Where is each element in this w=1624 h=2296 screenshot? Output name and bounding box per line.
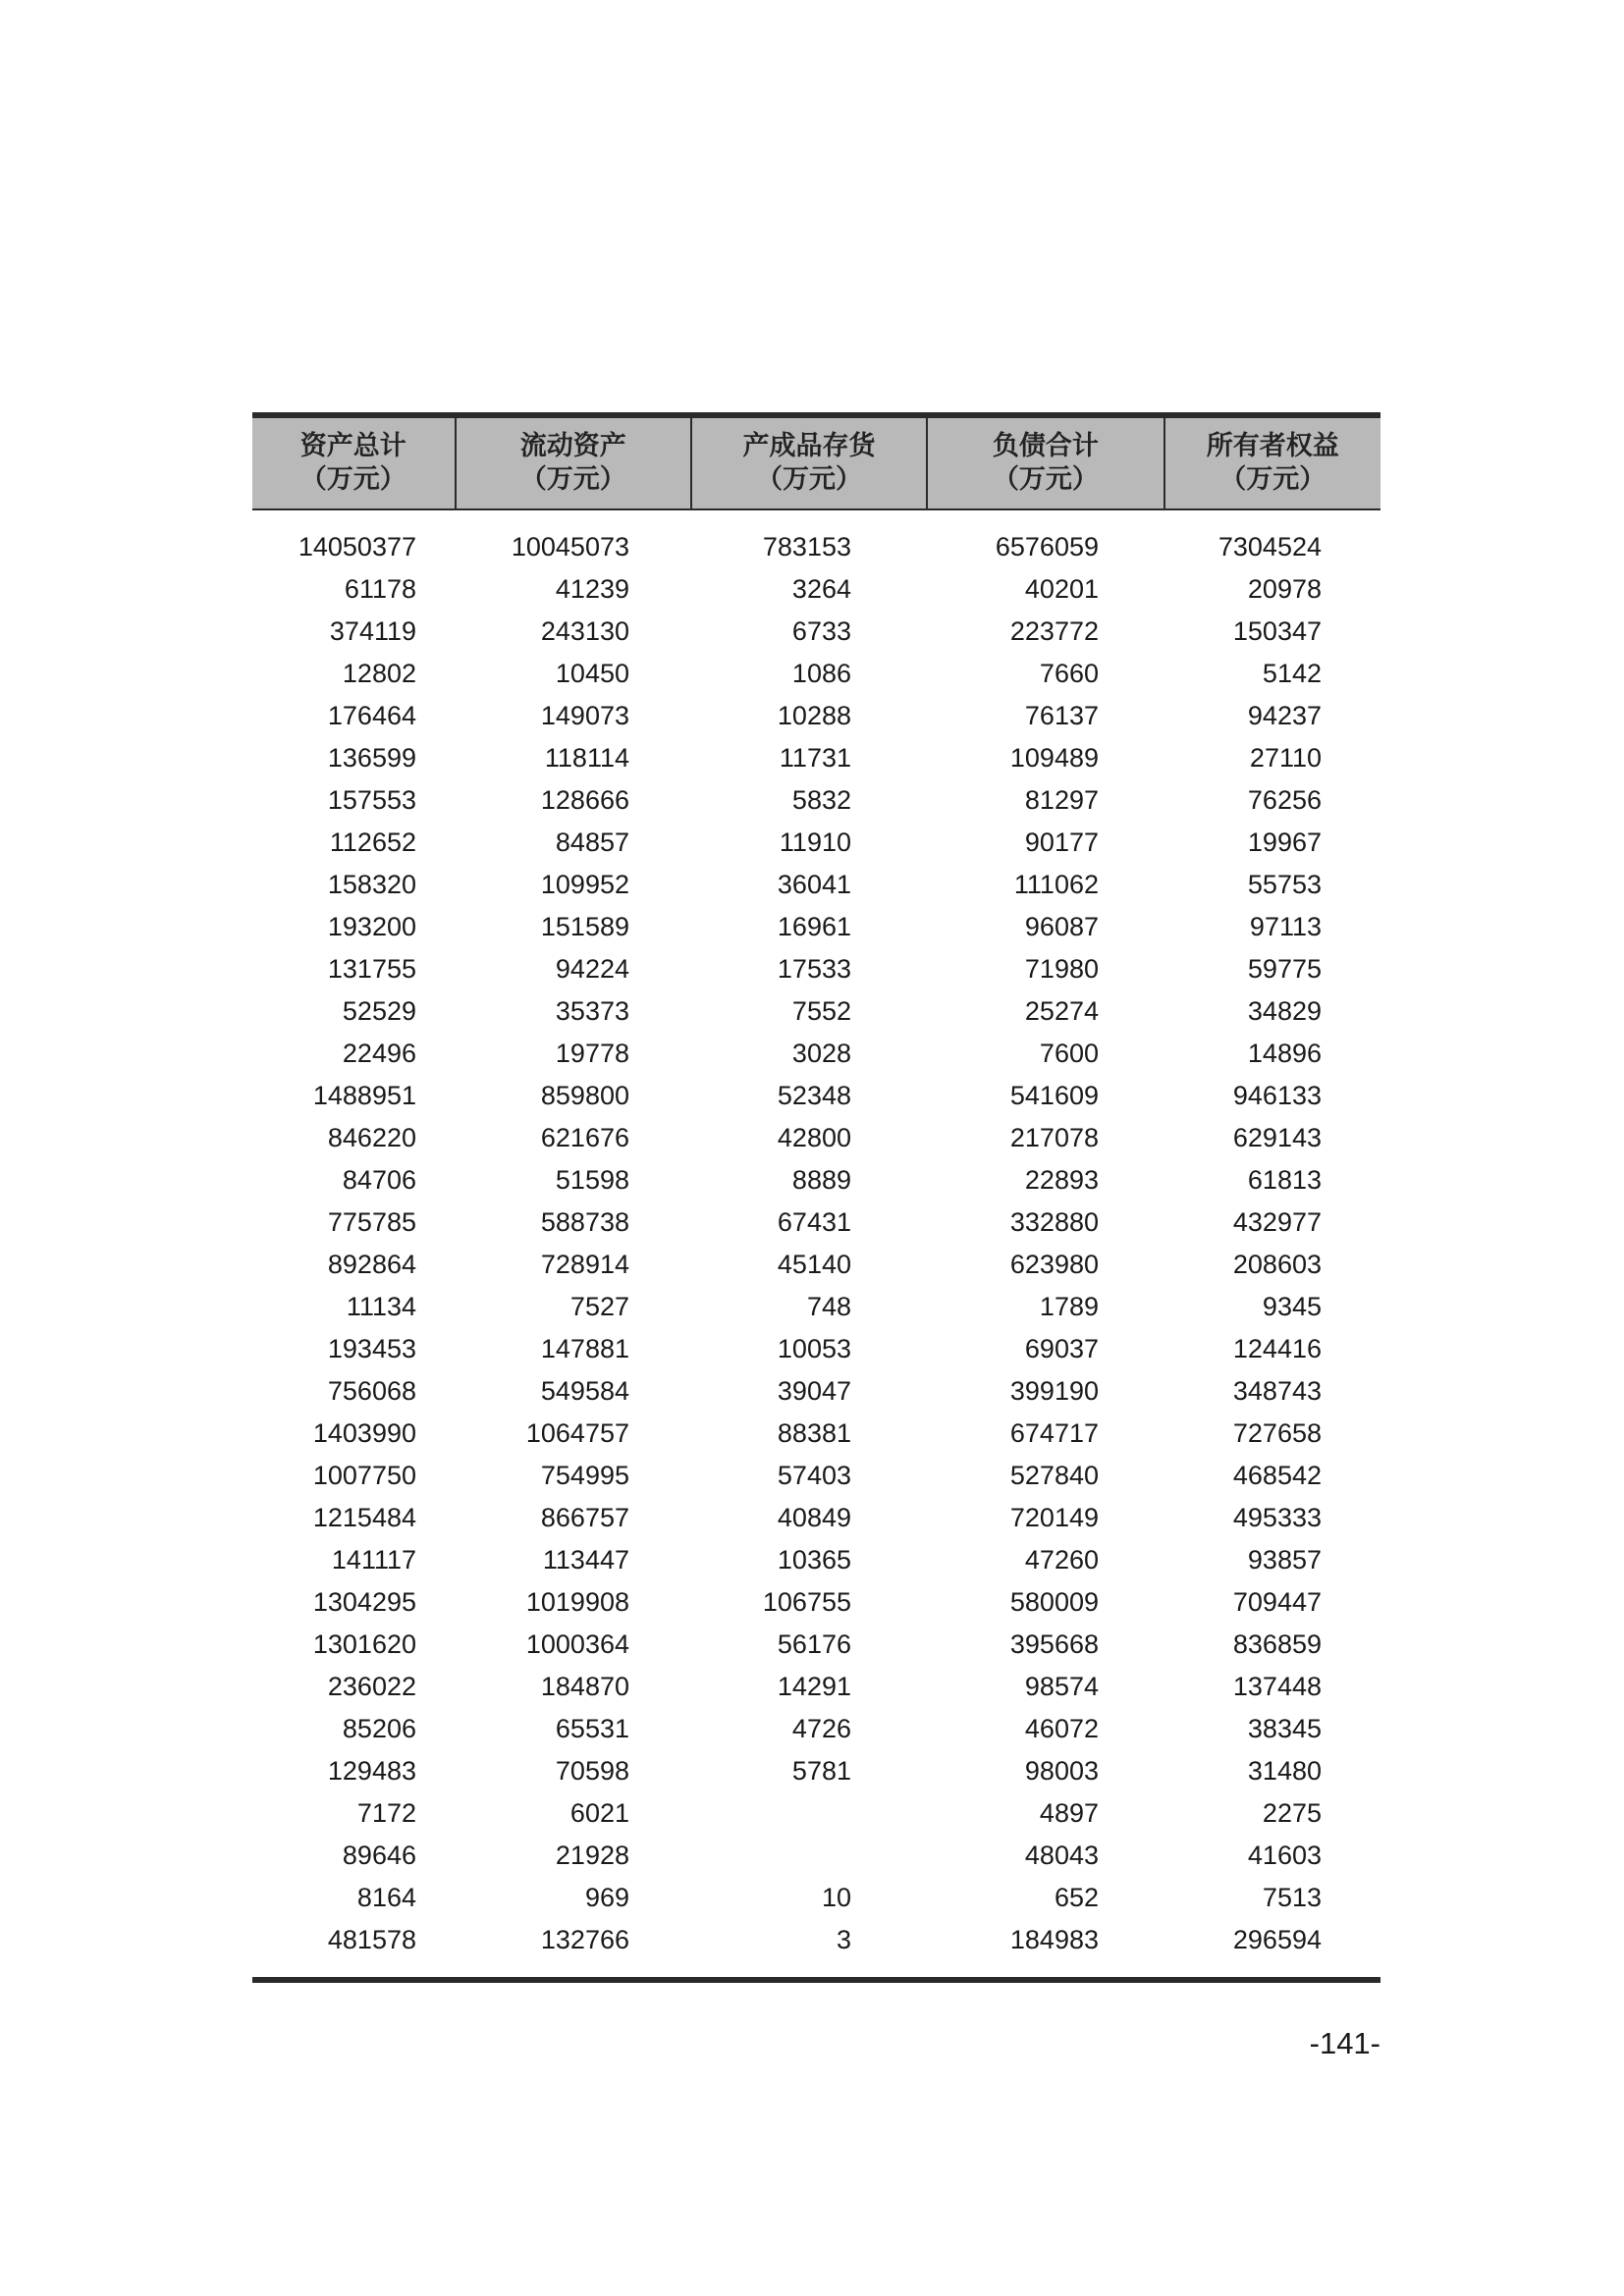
cell-finished-goods-inventory: 6733 <box>791 616 851 646</box>
header-total-liabilities <box>928 418 1164 508</box>
cell-current-assets: 51598 <box>555 1165 629 1195</box>
cell-finished-goods-inventory: 17533 <box>777 954 851 984</box>
cell-total-liabilities: 623980 <box>1009 1250 1099 1279</box>
cell-owners-equity: 34829 <box>1247 996 1322 1026</box>
cell-finished-goods-inventory: 1086 <box>791 659 851 688</box>
cell-current-assets: 84857 <box>555 828 629 857</box>
table-row <box>252 1792 1380 1835</box>
cell-total-assets: 158320 <box>327 870 416 899</box>
cell-current-assets: 969 <box>584 1883 629 1912</box>
header-finished-goods-inventory <box>692 418 928 508</box>
cell-current-assets: 149073 <box>540 701 629 730</box>
cell-total-assets: 176464 <box>327 701 416 730</box>
cell-total-assets: 1488951 <box>312 1081 416 1110</box>
table-row <box>252 1033 1380 1075</box>
cell-owners-equity: 946133 <box>1232 1081 1322 1110</box>
cell-owners-equity: 61813 <box>1247 1165 1322 1195</box>
cell-total-assets: 193453 <box>327 1334 416 1363</box>
cell-total-assets: 846220 <box>327 1123 416 1152</box>
cell-total-liabilities: 652 <box>1054 1883 1099 1912</box>
cell-owners-equity: 41603 <box>1247 1841 1322 1870</box>
table-row <box>252 1286 1380 1328</box>
cell-total-liabilities: 96087 <box>1024 912 1099 941</box>
cell-finished-goods-inventory: 3264 <box>791 574 851 604</box>
table-row <box>252 1201 1380 1244</box>
cell-total-liabilities: 223772 <box>1009 616 1099 646</box>
cell-total-liabilities: 109489 <box>1009 743 1099 773</box>
cell-total-liabilities: 217078 <box>1009 1123 1099 1152</box>
cell-total-liabilities: 25274 <box>1024 996 1099 1026</box>
cell-owners-equity: 31480 <box>1247 1756 1322 1786</box>
table-row <box>252 1455 1380 1497</box>
cell-total-liabilities: 541609 <box>1009 1081 1099 1110</box>
cell-current-assets: 1064757 <box>525 1418 629 1448</box>
cell-total-liabilities: 76137 <box>1024 701 1099 730</box>
cell-total-liabilities: 580009 <box>1009 1587 1099 1617</box>
cell-current-assets: 65531 <box>555 1714 629 1743</box>
cell-total-liabilities: 111062 <box>1013 870 1099 899</box>
table-row <box>252 822 1380 864</box>
table-row <box>252 1666 1380 1708</box>
cell-total-assets: 7172 <box>356 1798 416 1828</box>
cell-owners-equity: 2275 <box>1262 1798 1322 1828</box>
cell-finished-goods-inventory: 52348 <box>777 1081 851 1110</box>
table-row <box>252 1581 1380 1624</box>
cell-total-assets: 236022 <box>327 1672 416 1701</box>
cell-finished-goods-inventory: 14291 <box>777 1672 851 1701</box>
cell-finished-goods-inventory: 36041 <box>777 870 851 899</box>
cell-owners-equity: 76256 <box>1247 785 1322 815</box>
cell-owners-equity: 97113 <box>1249 912 1322 941</box>
cell-finished-goods-inventory: 748 <box>806 1292 851 1321</box>
cell-owners-equity: 9345 <box>1262 1292 1322 1321</box>
table-row <box>252 1075 1380 1117</box>
cell-current-assets: 588738 <box>540 1207 629 1237</box>
cell-finished-goods-inventory: 106755 <box>762 1587 851 1617</box>
cell-total-assets: 22496 <box>342 1039 416 1068</box>
cell-finished-goods-inventory: 67431 <box>777 1207 851 1237</box>
statistics-table <box>252 412 1380 1983</box>
cell-owners-equity: 7304524 <box>1218 532 1322 561</box>
cell-owners-equity: 709447 <box>1232 1587 1322 1617</box>
cell-total-liabilities: 69037 <box>1024 1334 1099 1363</box>
cell-total-assets: 1403990 <box>312 1418 416 1448</box>
cell-total-assets: 141117 <box>331 1545 416 1575</box>
header-title: 资产总计 <box>299 431 406 461</box>
table-row <box>252 864 1380 906</box>
cell-total-assets: 85206 <box>342 1714 416 1743</box>
cell-current-assets: 70598 <box>555 1756 629 1786</box>
cell-current-assets: 19778 <box>555 1039 629 1068</box>
cell-total-assets: 756068 <box>327 1376 416 1406</box>
cell-total-liabilities: 7600 <box>1039 1039 1099 1068</box>
cell-total-assets: 374119 <box>329 616 416 646</box>
cell-finished-goods-inventory: 3 <box>836 1925 851 1954</box>
cell-owners-equity: 93857 <box>1247 1545 1322 1575</box>
header-total-assets <box>252 418 457 508</box>
header-title: 所有者权益 <box>1206 431 1339 461</box>
cell-finished-goods-inventory: 42800 <box>777 1123 851 1152</box>
cell-owners-equity: 208603 <box>1232 1250 1322 1279</box>
cell-owners-equity: 5142 <box>1262 659 1322 688</box>
table-row <box>252 1497 1380 1539</box>
table-bottom-rule <box>252 1977 1380 1983</box>
table-row <box>252 1750 1380 1792</box>
cell-current-assets: 94224 <box>555 954 629 984</box>
cell-current-assets: 151589 <box>540 912 629 941</box>
header-unit: （万元） <box>1219 464 1326 495</box>
cell-finished-goods-inventory: 10053 <box>777 1334 851 1363</box>
cell-finished-goods-inventory: 8889 <box>791 1165 851 1195</box>
cell-total-assets: 136599 <box>327 743 416 773</box>
cell-owners-equity: 124416 <box>1232 1334 1322 1363</box>
cell-owners-equity: 629143 <box>1232 1123 1322 1152</box>
table-row <box>252 1117 1380 1159</box>
table-row <box>252 653 1380 695</box>
cell-total-liabilities: 40201 <box>1024 574 1099 604</box>
cell-total-assets: 11134 <box>346 1292 416 1321</box>
cell-total-assets: 1304295 <box>312 1587 416 1617</box>
cell-total-assets: 61178 <box>344 574 416 604</box>
cell-total-liabilities: 6576059 <box>995 532 1099 561</box>
table-row <box>252 1919 1380 1961</box>
cell-finished-goods-inventory: 4726 <box>791 1714 851 1743</box>
cell-total-assets: 481578 <box>327 1925 416 1954</box>
header-unit: （万元） <box>519 464 626 495</box>
cell-current-assets: 621676 <box>540 1123 629 1152</box>
cell-owners-equity: 432977 <box>1232 1207 1322 1237</box>
cell-finished-goods-inventory: 11731 <box>779 743 851 773</box>
cell-current-assets: 1000364 <box>525 1629 629 1659</box>
table-row <box>252 1624 1380 1666</box>
cell-finished-goods-inventory: 11910 <box>779 828 851 857</box>
cell-current-assets: 184870 <box>540 1672 629 1701</box>
cell-current-assets: 243130 <box>540 616 629 646</box>
cell-finished-goods-inventory: 3028 <box>791 1039 851 1068</box>
cell-total-assets: 52529 <box>342 996 416 1026</box>
table-row <box>252 948 1380 990</box>
header-title: 负债合计 <box>992 431 1099 461</box>
cell-current-assets: 549584 <box>540 1376 629 1406</box>
table-row <box>252 1877 1380 1919</box>
cell-total-assets: 112652 <box>329 828 416 857</box>
cell-total-assets: 131755 <box>327 954 416 984</box>
header-current-assets <box>457 418 692 508</box>
table-row <box>252 568 1380 611</box>
table-row <box>252 1159 1380 1201</box>
cell-total-liabilities: 1789 <box>1039 1292 1099 1321</box>
cell-current-assets: 128666 <box>540 785 629 815</box>
cell-owners-equity: 38345 <box>1247 1714 1322 1743</box>
cell-finished-goods-inventory: 10 <box>821 1883 851 1912</box>
cell-current-assets: 132766 <box>540 1925 629 1954</box>
cell-current-assets: 109952 <box>540 870 629 899</box>
cell-total-assets: 157553 <box>327 785 416 815</box>
cell-finished-goods-inventory: 10365 <box>777 1545 851 1575</box>
table-row <box>252 695 1380 737</box>
table-row <box>252 1413 1380 1455</box>
cell-owners-equity: 27110 <box>1249 743 1322 773</box>
cell-total-assets: 8164 <box>356 1883 416 1912</box>
table-row <box>252 1708 1380 1750</box>
cell-finished-goods-inventory: 5832 <box>791 785 851 815</box>
header-unit: （万元） <box>992 464 1099 495</box>
cell-total-assets: 129483 <box>327 1756 416 1786</box>
cell-owners-equity: 20978 <box>1247 574 1322 604</box>
cell-current-assets: 6021 <box>569 1798 629 1828</box>
cell-owners-equity: 727658 <box>1232 1418 1322 1448</box>
table-row <box>252 1244 1380 1286</box>
cell-total-liabilities: 184983 <box>1009 1925 1099 1954</box>
cell-finished-goods-inventory: 45140 <box>777 1250 851 1279</box>
cell-owners-equity: 495333 <box>1232 1503 1322 1532</box>
cell-current-assets: 1019908 <box>525 1587 629 1617</box>
table-header <box>252 418 1380 510</box>
cell-total-liabilities: 71980 <box>1024 954 1099 984</box>
cell-total-assets: 892864 <box>327 1250 416 1279</box>
cell-current-assets: 147881 <box>540 1334 629 1363</box>
cell-owners-equity: 55753 <box>1247 870 1322 899</box>
cell-current-assets: 7527 <box>569 1292 629 1321</box>
table-row <box>252 526 1380 568</box>
table-body <box>252 510 1380 1977</box>
header-unit: （万元） <box>299 464 406 495</box>
cell-total-assets: 84706 <box>342 1165 416 1195</box>
cell-total-assets: 1215484 <box>312 1503 416 1532</box>
cell-finished-goods-inventory: 10288 <box>777 701 851 730</box>
cell-owners-equity: 296594 <box>1232 1925 1322 1954</box>
cell-total-liabilities: 47260 <box>1024 1545 1099 1575</box>
cell-owners-equity: 7513 <box>1262 1883 1322 1912</box>
cell-owners-equity: 348743 <box>1232 1376 1322 1406</box>
cell-owners-equity: 150347 <box>1232 616 1322 646</box>
cell-finished-goods-inventory: 39047 <box>777 1376 851 1406</box>
cell-total-liabilities: 90177 <box>1024 828 1099 857</box>
cell-finished-goods-inventory: 7552 <box>791 996 851 1026</box>
cell-finished-goods-inventory: 40849 <box>777 1503 851 1532</box>
cell-current-assets: 859800 <box>540 1081 629 1110</box>
cell-current-assets: 754995 <box>540 1461 629 1490</box>
header-title: 流动资产 <box>519 431 626 461</box>
cell-current-assets: 41239 <box>555 574 629 604</box>
cell-total-liabilities: 7660 <box>1039 659 1099 688</box>
cell-total-liabilities: 674717 <box>1009 1418 1099 1448</box>
cell-total-liabilities: 48043 <box>1024 1841 1099 1870</box>
cell-current-assets: 866757 <box>540 1503 629 1532</box>
cell-total-liabilities: 22893 <box>1024 1165 1099 1195</box>
table-row <box>252 1835 1380 1877</box>
cell-current-assets: 118114 <box>544 743 629 773</box>
cell-owners-equity: 468542 <box>1232 1461 1322 1490</box>
cell-total-assets: 1301620 <box>312 1629 416 1659</box>
cell-total-liabilities: 527840 <box>1009 1461 1099 1490</box>
table-row <box>252 737 1380 779</box>
cell-owners-equity: 94237 <box>1247 701 1322 730</box>
cell-owners-equity: 137448 <box>1232 1672 1322 1701</box>
table-row <box>252 779 1380 822</box>
cell-finished-goods-inventory: 5781 <box>791 1756 851 1786</box>
cell-total-assets: 89646 <box>342 1841 416 1870</box>
cell-current-assets: 10045073 <box>511 532 629 561</box>
cell-total-liabilities: 395668 <box>1009 1629 1099 1659</box>
header-owners-equity <box>1165 418 1380 508</box>
cell-owners-equity: 19967 <box>1247 828 1322 857</box>
cell-total-liabilities: 4897 <box>1039 1798 1099 1828</box>
table-row <box>252 1328 1380 1370</box>
cell-total-liabilities: 399190 <box>1009 1376 1099 1406</box>
cell-finished-goods-inventory: 56176 <box>777 1629 851 1659</box>
cell-owners-equity: 14896 <box>1247 1039 1322 1068</box>
cell-owners-equity: 59775 <box>1247 954 1322 984</box>
cell-total-assets: 14050377 <box>298 532 416 561</box>
page-number: -141- <box>1309 2026 1380 2060</box>
cell-current-assets: 35373 <box>555 996 629 1026</box>
cell-current-assets: 21928 <box>555 1841 629 1870</box>
cell-total-assets: 12802 <box>342 659 416 688</box>
table-row <box>252 1370 1380 1413</box>
cell-total-liabilities: 81297 <box>1024 785 1099 815</box>
cell-current-assets: 10450 <box>555 659 629 688</box>
cell-total-assets: 193200 <box>327 912 416 941</box>
table-row <box>252 906 1380 948</box>
cell-total-assets: 775785 <box>327 1207 416 1237</box>
cell-current-assets: 728914 <box>540 1250 629 1279</box>
header-unit: （万元） <box>756 464 863 495</box>
header-title: 产成品存货 <box>742 431 876 461</box>
cell-total-liabilities: 46072 <box>1024 1714 1099 1743</box>
table-row <box>252 611 1380 653</box>
cell-total-liabilities: 720149 <box>1009 1503 1099 1532</box>
cell-owners-equity: 836859 <box>1232 1629 1322 1659</box>
cell-finished-goods-inventory: 16961 <box>777 912 851 941</box>
cell-total-liabilities: 98003 <box>1024 1756 1099 1786</box>
cell-total-liabilities: 332880 <box>1009 1207 1099 1237</box>
cell-finished-goods-inventory: 57403 <box>777 1461 851 1490</box>
table-row <box>252 990 1380 1033</box>
table-row <box>252 1539 1380 1581</box>
cell-total-assets: 1007750 <box>312 1461 416 1490</box>
cell-total-liabilities: 98574 <box>1024 1672 1099 1701</box>
cell-current-assets: 113447 <box>542 1545 629 1575</box>
cell-finished-goods-inventory: 783153 <box>762 532 851 561</box>
cell-finished-goods-inventory: 88381 <box>777 1418 851 1448</box>
